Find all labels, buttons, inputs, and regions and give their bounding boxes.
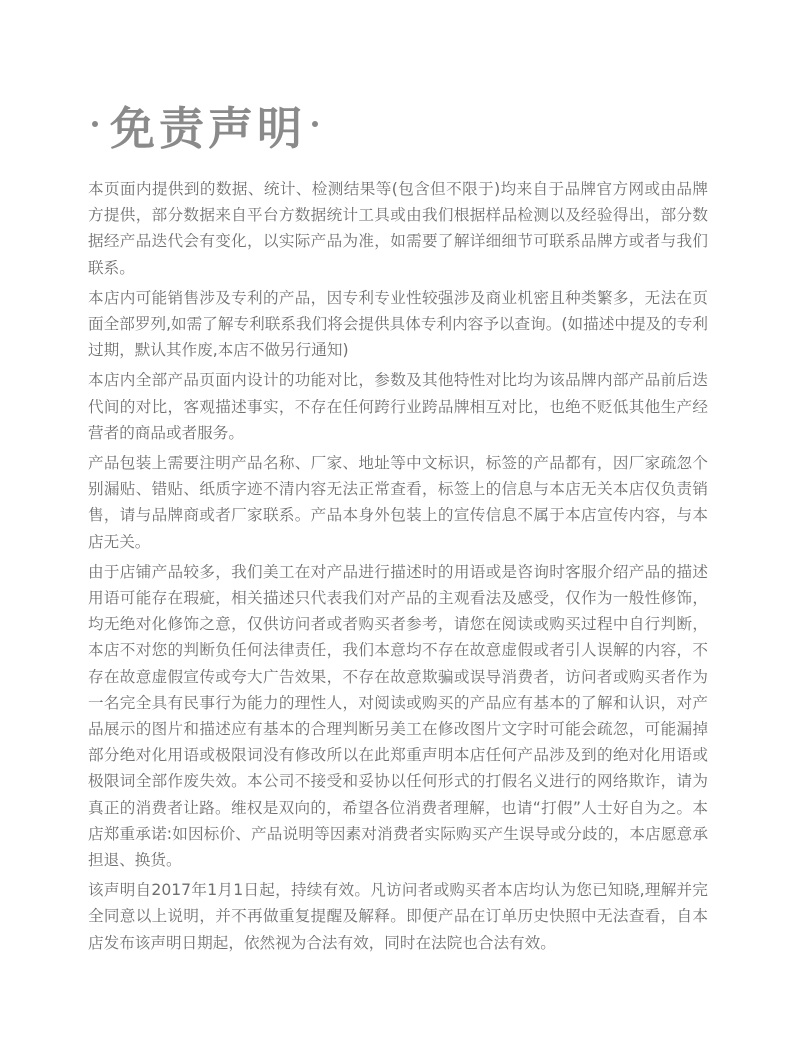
title-text: 免责声明 xyxy=(110,101,307,155)
disclaimer-body xyxy=(88,176,708,960)
paragraph-patent: 本店内可能销售涉及专利的产品，因专利专业性较强涉及商业机密且种类繁多，无法在页面全部罗列,如需了解专利联系我们将会提供具体专利内容予以查询。(如描述中提及的专利过期，默认其作废,本店不做另行通知) xyxy=(88,288,708,360)
bullet-dot-icon xyxy=(92,121,98,127)
paragraph-data-source: 本页面内提供到的数据、统计、检测结果等(包含但不限于)均来自于品牌官方网或由品牌方提供，部分数据来自平台方数据统计工具或由我们根据样品检测以及经验得出，部分数据经产品迭代会有变化，以实际产品为准，如需要了解详细细节可联系品牌方或者与我们联系。 xyxy=(88,180,708,277)
bullet-dot-icon xyxy=(312,121,318,127)
paragraph-validity: 该声明自2017年1月1日起，持续有效。凡访问者或购买者本店均认为您已知晓,理解并完全同意以上说明，并不再做重复提醒及解释。即便产品在订单历史快照中无法查看，自本店发布该声明日期起，依然视为合法有效，同时在法院也合法有效。 xyxy=(88,881,708,952)
paragraph-packaging: 产品包装上需要注明产品名称、厂家、地址等中文标识，标签的产品都有，因厂家疏忽个别漏贴、错贴、纸质字迹不清内容无法正常查看，标签上的信息与本店无关本店仅负责销售，请与品牌商或者厂家联系。产品本身外包装上的宣传信息不属于本店宣传内容，与本店无关。 xyxy=(88,454,708,551)
paragraph-comparison: 本店内全部产品页面内设计的功能对比，参数及其他特性对比均为该品牌内部产品前后迭代间的对比，客观描述事实，不存在任何跨行业跨品牌相互对比，也绝不贬低其他生产经营者的商品或者服务。 xyxy=(88,371,708,442)
paragraph-wording: 由于店铺产品较多，我们美工在对产品进行描述时的用语或是咨询时客服介绍产品的描述用语可能存在瑕疵，相关描述只代表我们对产品的主观看法及感受，仅作为一般性修饰，均无绝对化修饰之意，仅供访问者或者购买者参考，请您在阅读或购买过程中自行判断，本店不对您的判断负任何法律责任，我们本意均不存在故意虚假或者引人误解的内容，不存在故意虚假宣传或夸大广告效果，不存在故意欺骗或误导消费者，访问者或购买者作为一名完全具有民事行为能力的理性人，对阅读或购买的产品应有基本的了解和认识，对产品展示的图片和描述应有基本的合理判断另美工在修改图片文字时可能会疏忽，可能漏掉部分绝对化用语或极限词没有修改所以在此郑重声明本店任何产品涉及到的绝对化用语或极限词全部作废失效。本公司不接受和妥协以任何形式的打假名义进行的网络欺诈，请为真正的消费者让路。维权是双向的，希望各位消费者理解，也请“打假”人士好自为之。本店郑重承诺:如因标价、产品说明等因素对消费者实际购买产生误导或分歧的，本店愿意承担退、换货。 xyxy=(88,562,708,870)
page-title xyxy=(88,92,318,156)
